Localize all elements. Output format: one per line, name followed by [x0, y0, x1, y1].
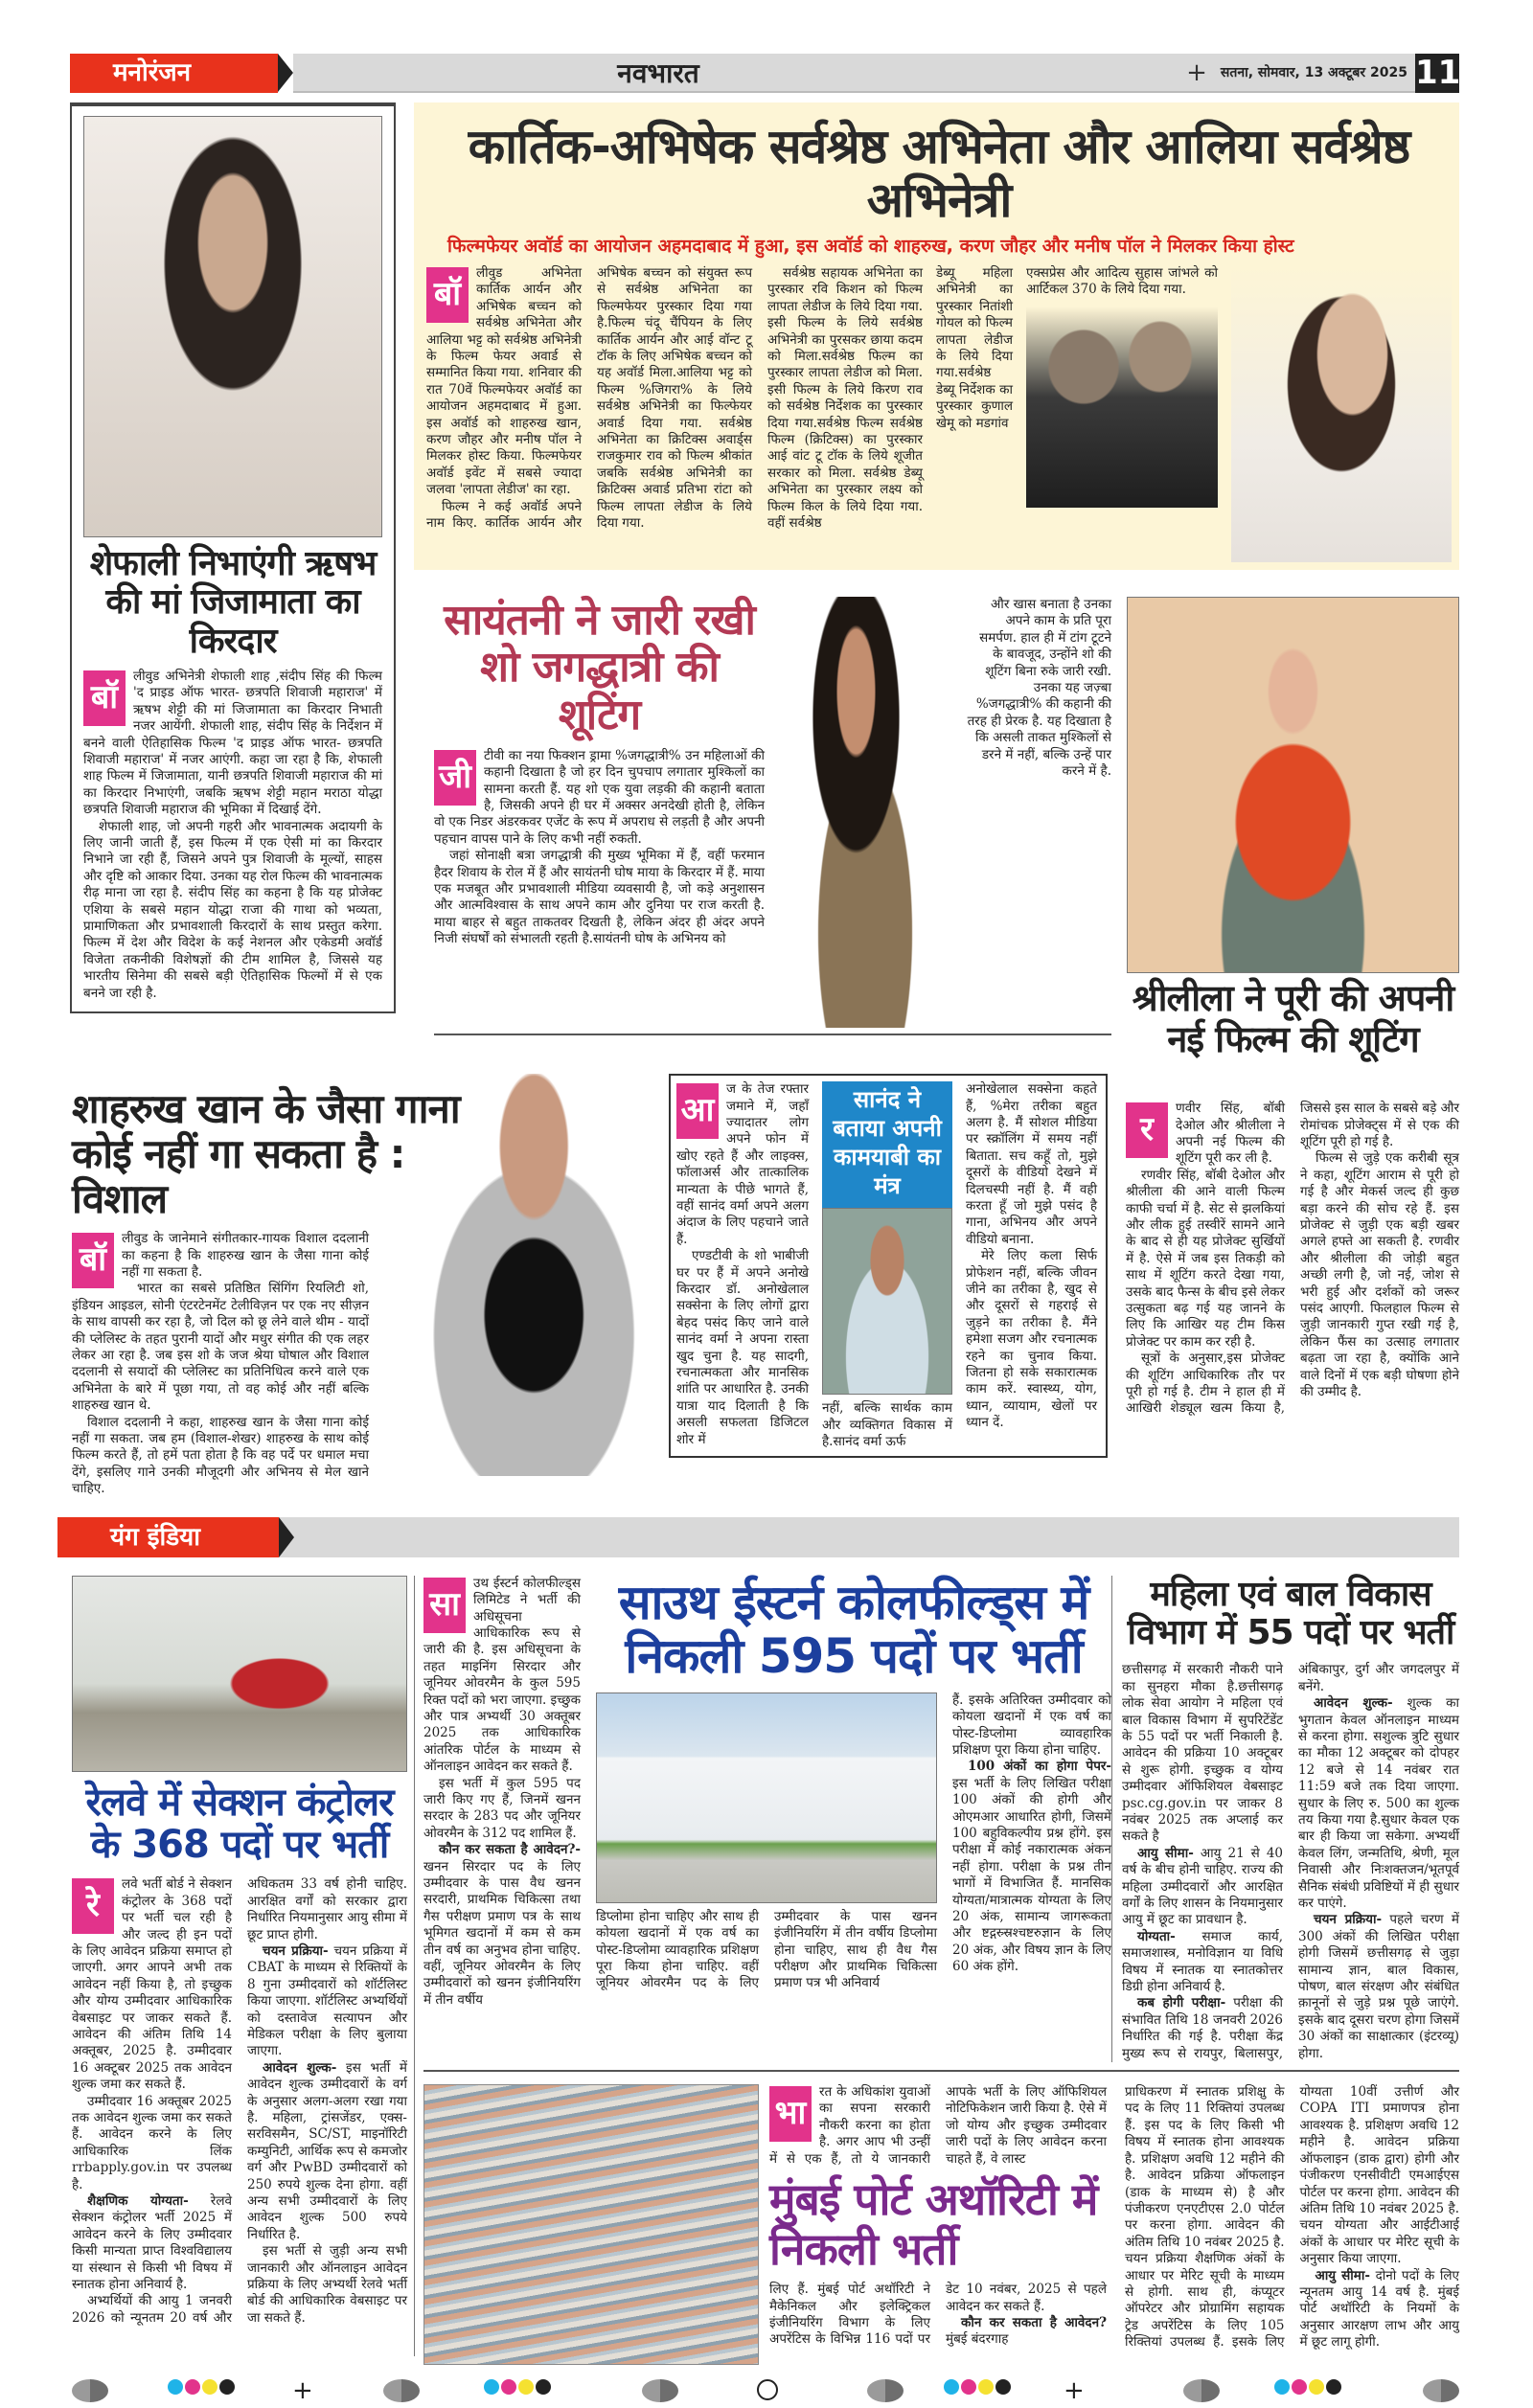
paragraph: एण्डटीवी के शो भाबीजी घर पर हैं में अपने अनोखे किरदार डॉ. अनोखेलाल सक्सेना के लिए लोगों द्वारा बेहद पसंद किए जाने वाले सानंद वर्मा ने अपना रास्ता खुद चुना है. यह सादगी, रचनात्मकता और मानसिक शांति पर आधारित है. उनकी यात्रा याद दिलाती है कि असली सफलता डिजिटल शोर में [676, 1248, 809, 1447]
sanand-middle [822, 1081, 952, 1450]
dropcap: सा [423, 1578, 466, 1633]
section-arrow [279, 1517, 294, 1557]
dropcap: भा [769, 2086, 812, 2142]
paragraph [1122, 1929, 1283, 1996]
awards-col5 [1026, 265, 1218, 299]
vishal-body [72, 1231, 369, 1498]
sanand-col1 [676, 1081, 809, 1448]
header-bar [70, 54, 1459, 93]
top-right-region [414, 102, 1459, 1059]
run-in-label: चयन प्रक्रिया- [1314, 1912, 1383, 1928]
cmyk-dots-icon [1274, 2379, 1341, 2395]
paragraph: लवे भर्ती बोर्ड ने सेक्शन कंट्रोलर के 368 पदों पर भर्ती चल रही है और जल्द ही इन पदों के लिए आवेदन प्रक्रिया समाप्त हो जाएगी. अगर आपने अभी तक आवेदन नहीं किया है, तो इच्छुक और योग्य उम्मीदवार आधिकारिक वेबसाइट पर जाकर सकते हैं. आवेदन की अंतिम तिथि 14 अक्तूबर, 2025 है. उम्मीदवार 16 अक्टूबर 2025 तक आवेदन शुल्क जमा कर सकते हैं. [72, 1876, 232, 2093]
shefali-body [83, 669, 382, 1002]
run-in-label: आयु सीमा- [1315, 2267, 1370, 2283]
registration-half-circle-icon [642, 2379, 678, 2402]
run-in-label: आवेदन शुल्क- [1314, 1695, 1393, 1712]
run-in-label: आयु सीमा- [1137, 1845, 1194, 1861]
awards-col5-area [1026, 265, 1218, 508]
shefali-headline: शेफाली निभाएंगी ऋषभ की मां जिजामाता का किरदार [89, 544, 377, 661]
dropcap: रे [72, 1878, 114, 1934]
print-registration-marks [0, 2376, 1533, 2408]
second-row [72, 1074, 1459, 1498]
cmyk-dots-icon [484, 2379, 551, 2395]
sreeleela-photo [1127, 597, 1459, 973]
divider [423, 2070, 1459, 2072]
paragraph: लीवुड अभिनेत्री शेफाली शाह ,संदीप सिंह की फिल्म 'द प्राइड ऑफ भारत- छत्रपति शिवाजी महाराज' में ऋषभ शेट्टी की मां जिजामाता का किरदार निभाती नजर आयेंगी. शेफाली शाह, संदीप सिंह के निर्देशन में बनने वाली ऐतिहासिक फिल्म 'द प्राइड ऑफ भारत- छत्रपति शिवाजी महाराज' में नजर आएंगी. कहा जा रहा है कि, शेफाली शाह फिल्म में जिजामाता, यानी छत्रपति शिवाजी महाराज की मां का किरदार निभाएंगी, जबकि ऋषभ शेट्टी महान मराठा योद्धा छत्रपति शिवाजी महाराज की भूमिका में दिखाई देंगे. [83, 668, 382, 818]
secl-inner [596, 1692, 1111, 1992]
paragraph-text: समाज कार्य, समाजशास्त्र, मनोविज्ञान या विधि विषय में स्नातक या स्नातकोत्तर डिग्री होना अनिवार्य है. [1122, 1928, 1283, 1995]
vishal-article [72, 1074, 661, 1498]
paragraph-text: दोनो पदों के लिए न्यूनतम आयु 14 वर्ष है. मुंबई पोर्ट अथॉरिटी के नियमों के अनुसार आरक्षण लाभ और आयु में छूट लागू होगी. [1299, 2267, 1459, 2351]
run-in-label: कौन कर सकता है आवेदन? [961, 2314, 1107, 2330]
shefali-article [70, 102, 396, 1013]
paragraph: रणवीर सिंह, बॉबी देओल और श्रीलीला की आने वाली फिल्म काफी चर्चा में है. सेट से झलकियां और लीक हुई तस्वीरें सामने आने के बाद से ही यह प्रोजेक्ट सुर्खियों में है. ऐसे में जब इस तिकड़ी को साथ में शूटिंग करते देखा गया, उसके बाद फैन्स के बीच इसे लेकर उत्सुकता बढ़ गई यह जानने के लिए कि आखिर यह टीम किस प्रोजेक्ट पर काम कर रही है. [1126, 1167, 1285, 1350]
awards-columns [426, 265, 1452, 562]
dropcap: बॉ [72, 1233, 114, 1288]
page-number: 11 [1415, 54, 1461, 92]
paragraph: फिल्म ने कई अवॉर्ड अपने नाम किए. कार्तिक आर्यन और अभिषेक बच्चन को संयुक्त रूप से सर्वश्रेष्ठ अभिनेता का फिल्मफेयर पुरस्कार दिया गया है.फिल्म चंदू चैंपियन के लिए कार्तिक आर्यन और आई वॉन्ट टू टॉक के लिए अभिषेक बच्चन को यह अवॉर्ड मिला.आलिया भट्ट को फिल्म %जिगरा% के लिये सर्वश्रेष्ठ अभिनेत्री का फिल्फेयर अवार्ड दिया गया. सर्वश्रेष्ठ अभिनेता का क्रिटिक्स अवार्ड्स राजकुमार राव को फिल्म श्रीकांत जबकि सर्वश्रेष्ठ अभिनेत्री का क्रिटिक्स अवार्ड प्रतिभा रांटा को फिल्म लापता लेडीज के लिये दिया गया. [426, 265, 752, 532]
run-in-label: कौन कर सकता है आवेदन?- [439, 1842, 581, 1858]
paragraph: मेरे लिए कला सिर्फ प्रोफेशन नहीं, बल्कि जीवन जीने का तरीका है, खुद से और दूसरों से गहराई से जुड़ने का तरीका है. मैंने हमेशा सजग और रचनात्मक रहने का चुनाव किया. जितना हो सके सकारात्मक काम करें. स्वास्थ्य, योग, ध्यान, व्यायाम, खेलों पर ध्यान दें. [966, 1248, 1097, 1431]
registration-half-circle-icon [1183, 2379, 1220, 2402]
paragraph: नहीं, बल्कि सार्थक काम और व्यक्तिगत विकास में है.सानंद वर्मा ऊर्फ [822, 1400, 952, 1449]
abhishek-kartik-photo [1026, 307, 1218, 508]
sreeleela-photo-block [1127, 597, 1459, 1059]
registration-half-circle-icon [383, 2379, 420, 2402]
shefali-photo [83, 116, 382, 537]
awards-headline: कार्तिक-अभिषेक सर्वश्रेष्ठ अभिनेता और आलिया सर्वश्रेष्ठ अभिनेत्री [468, 119, 1410, 228]
sanand-photo [822, 1208, 952, 1395]
run-in-label: आवेदन शुल्क- [263, 2059, 337, 2076]
paragraph-text: शुल्क का भुगतान केवल ऑनलाइन माध्यम से करना होगा. सशुल्क त्रुटि सुधार का मौका 12 अक्टूबर को दोपहर 12 बजे से 14 नवंबर रात 11:59 बजे तक दिया जाएगा. सुधार के लिए रु. 500 का शुल्क तय किया गया है.सुधार केवल एक बार ही किया जा सकेगा. अभ्यर्थी केवल लिंग, जन्मतिथि, श्रेणी, मूल निवासी और निःशक्तजन/भूतपूर्व सैनिक संबंधी प्रविष्टियों में ही सुधार कर पाएंगे. [1298, 1695, 1459, 1911]
paragraph: अभ्यर्थियों की आयु 1 जनवरी 2026 को न्यूनतम 20 वर्ष और अधिकतम 33 वर्ष होनी चाहिए. आरक्षित वर्गों को सरकार द्वारा निर्धारित नियमानुसार आयु सीमा में छूट प्राप्त होगी. [72, 1876, 407, 2326]
registration-half-circle-icon [72, 2379, 108, 2402]
young-india-bar [57, 1517, 1459, 1557]
sayantani-photo [774, 597, 956, 1028]
dropcap: आ [676, 1083, 719, 1139]
section-label: मनोरंजन [70, 54, 278, 93]
paragraph-text: चयन प्रक्रिया में CBAT के माध्यम से रिक्तियों के 8 गुना उम्मीदवारों को शॉर्टलिस्ट किया जाएगा. शॉर्टलिस्ट अभ्यर्थियों को दस्तावेज सत्यापन और मेडिकल परीक्षा के लिए बुलाया जाएगा. [247, 1942, 407, 2059]
paragraph: प्राधिकरण में स्नातक प्रशिक्षु के पद के लिए 11 रिक्तियां उपलब्ध हैं. इस पद के लिए किसी भी विषय में स्नातक होना आवश्यक है. प्रशिक्षण अवधि 12 महीने की है. आवेदन प्रक्रिया ऑफलाइन (डाक के माध्यम से) है और पंजीकरण एनएटीएस 2.0 पोर्टल पर करना होगा. आवेदन की अंतिम तिथि 10 नवंबर 2025 है. चयन प्रक्रिया शैक्षणिक अंकों के आधार पर मेरिट सूची के माध्यम से होगी. साथ ही, कंप्यूटर ऑपरेटर और प्रोग्रामिंग सहायक ट्रेड अपरेंटिस के लिए 105 रिक्तियां उपलब्ध हैं. इसके लिए योग्यता 10वीं उत्तीर्ण और COPA ITI प्रमाणपत्र होना आवश्यक है. प्रशिक्षण अवधि 12 महीने है. आवेदन प्रक्रिया ऑफलाइन (डाक द्वारा) होगी और पंजीकरण एनसीवीटी एमआईएस पोर्टल पर करना होगा. आवेदन की अंतिम तिथि 10 नवंबर 2025 है. चयन योग्यता और आईटीआई अंकों के आधार पर मेरिट सूची के अनुसार किया जाएगा. [1125, 2084, 1459, 2351]
dropcap: बॉ [426, 267, 469, 323]
paragraph-text: आयु 21 से 40 वर्ष के बीच होनी चाहिए. राज्य की महिला उम्मीदवारों और आरक्षित वर्गों के लिए शासन के नियमानुसार आयु में छूट का प्रावधान है. [1122, 1845, 1283, 1928]
run-in-label: योग्यता- [1137, 1928, 1176, 1944]
paragraph [952, 1759, 1111, 1975]
mahila-headline: महिला एवं बाल विकास विभाग में 55 पदों पर भर्ती [1127, 1574, 1454, 1652]
sayantani-left [434, 597, 765, 948]
mumbai-headline: मुंबई पोर्ट अथॉरिटी में निकली भर्ती [769, 2173, 1098, 2275]
mahila-article [1111, 1576, 1459, 2062]
section-arrow [278, 54, 293, 92]
paragraph: लीवुड के जानेमाने संगीतकार-गायक विशाल ददलानी का कहना है कि शाहरुख खान के जैसा गाना कोई नहीं गा सकता है. [122, 1231, 369, 1280]
mumbai-right [1125, 2084, 1459, 2351]
paragraph [72, 2193, 232, 2293]
paragraph: लीवुड अभिनेता कार्तिक आर्यन और अभिषेक बच्चन को सर्वश्रेष्ठ अभिनेता और आलिया भट्ट को सर्वश्रेष्ठ अभिनेत्री के फिल्म फेयर अवार्ड से सम्मानित किया गया. शनिवार की रात 70वें फिल्मफेयर अवॉर्ड का आयोजन अहमदाबाद में हुआ. इस अवॉर्ड को शाहरुख खान, करण जौहर और मनीष पॉल ने मिलकर होस्ट किया. फिल्मफेयर अवॉर्ड इवेंट में सबसे ज्यादा जलवा 'लापता लेडीज' का रहा. [426, 265, 582, 498]
young-india-label: यंग इंडिया [57, 1517, 279, 1557]
sreeleela-headline: श्रीलीला ने पूरी की अपनी नई फिल्म की शूटिंग [1132, 977, 1454, 1060]
paragraph: इस भर्ती में कुल 595 पद जारी किए गए हैं, जिनमें खनन सरदार के 283 पद और जूनियर ओवरमैन के 312 पद शामिल हैं. [423, 1775, 581, 1841]
paragraph: फिल्म से जुड़े एक करीबी सूत्र ने कहा, शूटिंग आराम से पूरी हो गई है और मेकर्स जल्द ही कुछ बड़ा करने की सोच रहे हैं. इस प्रोजेक्ट से जुड़ी एक बड़ी खबर अगले हफ्ते आ सकती है. रणवीर और श्रीलीला की जोड़ी बहुत अच्छी लगी है, जो नई, जोश से भरी हुई और दर्शकों को जरूर पसंद आएगी. फिलहाल फिल्म से जुड़ी जानकारी गुप्त रखी गई है, लेकिन फैंस का उत्साह लगातार बढ़ता जा रहा है, क्योंकि आने वाले दिनों में एक बड़ी घोषणा होने की उम्मीद है. [1300, 1150, 1459, 1399]
sanand-headline: सानंद ने बताया अपनी कामयाबी का मंत्र [822, 1081, 952, 1208]
jobs-right-region [423, 1576, 1459, 2365]
railway-train-photo [72, 1576, 407, 1772]
secl-headline: साउथ ईस्टर्न कोलफील्ड्स में निकली 595 पदों पर भर्ती [618, 1574, 1089, 1684]
sreeleela-body [1126, 1101, 1459, 1418]
dropcap: बॉ [83, 670, 126, 726]
awards-body [426, 265, 923, 533]
secl-article [596, 1576, 1111, 1992]
alia-photo [1231, 265, 1452, 562]
paragraph: उम्मीदवार 16 अक्तूबर 2025 तक आवेदन शुल्क जमा कर सकते हैं. आवेदन करने के लिए आधिकारिक लिंक rrbapply.gov.in पर उपलब्ध है. [72, 2093, 232, 2192]
mumbai-intro [769, 2084, 1107, 2168]
registration-plus-icon: + [292, 2376, 313, 2406]
sanand-col2 [822, 1400, 952, 1450]
header-grey-band [293, 54, 1415, 93]
mumbai-row [423, 2084, 1459, 2365]
paragraph: उथ ईस्टर्न कोलफील्ड्स लिमिटेड ने भर्ती की अधिसूचना आधिकारिक रूप से जारी की है. इस अधिसूचना के तहत माइनिंग सिरदार और जूनियर ओवरमैन के कुल 595 रिक्त पदों को भरा जाएगा. इच्छुक और पात्र अभ्यर्थी 30 अक्तूबर 2025 तक आधिकारिक आंतरिक पोर्टल के माध्यम से ऑनलाइन आवेदन कर सकते हैं. [423, 1575, 581, 1775]
jobs-row [72, 1576, 1459, 2365]
paragraph [247, 1943, 407, 2060]
registration-half-circle-icon [1423, 2379, 1459, 2402]
railway-article [72, 1576, 415, 2356]
middle-subrow [414, 597, 1459, 1059]
paragraph: डेब्यू महिला अभिनेत्री का पुरस्कार नितांशी गोयल को फिल्म लापता लेडीज के लिये दिया गया.सर्वश्रेष्ठ डेब्यू निर्देशक का पुरस्कार कुणाल खेमू को मडगांव [936, 265, 1013, 431]
mumbai-main [769, 2084, 1107, 2349]
paragraph [1300, 2268, 1460, 2351]
railway-body [72, 1876, 407, 2327]
run-in-label: शैक्षणिक योग्यता- [87, 2193, 189, 2209]
paragraph: सर्वश्रेष्ठ सहायक अभिनेता का पुरस्कार रवि किशन को फिल्म लापता लेडीज के लिये दिया गया. इसी फिल्म के लिये सर्वश्रेष्ठ अभिनेत्री का पुरसकर छाया कदम को मिला.सर्वश्रेष्ठ फिल्म का पुरस्कार लापता लेडीज को मिला. इसी फिल्म के लिये किरण राव को सर्वश्रेष्ठ निर्देशक का पुरस्कार दिया गया.सर्वश्रेष्ठ फिल्म सर्वश्रेष्ठ फिल्म (क्रिटिक्स) का पुरस्कार आई वांट टू टॉक के लिये शूजीत सरकार को मिला. सर्वश्रेष्ठ डेब्यू अभिनेता का पुरस्कार लक्ष्य को फिल्म किल के लिये दिया गया. वहीं सर्वश्रेष्ठ [767, 265, 923, 532]
sayantani-body [434, 748, 765, 948]
sanand-article [669, 1074, 1108, 1458]
paragraph-text: परीक्षा की संभावित तिथि 18 जनवरी 2026 निर्धारित की गई है. परीक्षा केंद्र मुख्य रूप से रायपुर, बिलासपुर, अंबिकापुर, दुर्ग और जगदलपुर में बनेंगे. [1122, 1662, 1459, 2061]
paragraph-text: पहले चरण में 300 अंकों की लिखित परीक्षा होगी जिसमें छत्तीसगढ़ से जुड़ा सामान्य ज्ञान, बाल विकास, पोषण, बाल संरक्षण और संबंधित क़ानूनों से जुड़े प्रश्न पूछे जाएंगे. इसके बाद दूसरा चरण होगा जिसमें 30 अंकों का साक्षात्कार (इंटरव्यू) होगा. [1298, 1912, 1459, 2061]
paragraph: छत्तीसगढ़ में सरकारी नौकरी पाने का सुनहरा मौका है.छत्तीसगढ़ लोक सेवा आयोग ने महिला एवं बाल विकास विभाग में सुपरिटेंडेंट के 55 पदों पर भर्ती निकाली है. आवेदन की प्रक्रिया 10 अक्टूबर से शुरू होगी. इच्छुक व योग्य उम्मीदवार ऑफिशियल वेबसाइट psc.cg.gov.in पर जाकर 8 नवंबर 2025 तक अप्लाई कर सकते है [1122, 1662, 1283, 1845]
paragraph-text: मुंबई बंदरगाह [946, 2331, 1009, 2348]
paragraph-text: इस भर्ती में आवेदन शुल्क उम्मीदवारों के वर्ग के अनुसार अलग-अलग रखा गया है. महिला, ट्रांसजेंडर, एक्स-सरविसमैन, SC/ST, माइनॉरिटी कम्युनिटी, आर्थिक रूप से कमजोर वर्ग और PwBD उम्मीदवारों को 250 रुपये शुल्क देना होगा. वहीं अन्य सभी उम्मीदवारों के लिए आवेदन शुल्क 500 रुपये निर्धारित है. [247, 2059, 408, 2242]
paragraph: टीवी का नया फिक्शन ड्रामा %जगद्धात्री% उन महिलाओं की कहानी दिखाता है जो हर दिन चुपचाप लगातार मुश्किलों का सामना करती हैं. यह शो एक युवा लड़की की कहानी बताता है, जिसकी अपने ही घर में अक्सर अनदेखी होती है, लेकिन वो एक निडर अंडरकवर एजेंट के रूप में अपराध से लड़ती है और अपनी पहचान वापस पाने के लिए कभी नहीं रुकती. [434, 747, 765, 847]
mumbai-port-photo [423, 2084, 759, 2365]
top-row [70, 102, 1459, 1059]
dropcap: जी [434, 750, 476, 806]
paragraph: हैं. इसके अतिरिक्त उम्मीदवार को कोयला खदानों में एक वर्ष का पोस्ट-डिप्लोमा व्यावहारिक प्रशिक्षण पूरा किया होना चाहिए. [952, 1692, 1111, 1758]
paragraph [247, 2060, 407, 2243]
paragraph: विशाल ददलानी ने कहा, शाहरुख खान के जैसा गाना कोई नहीं गा सकता. जब हम (विशाल-शेखर) शाहरुख के साथ कोई फिल्म करते हैं, तो हमें पता होता है कि वह पर्दे पर धमाल मचा देंगे, इसलिए गाने उनकी मौजूदगी और अभिनय से मेल खाने चाहिए. [72, 1414, 369, 1497]
awards-subhead: फिल्मफेयर अवॉर्ड का आयोजन अहमदाबाद में हुआ, इस अवॉर्ड को शाहरुख, करण जौहर और मनीष पॉल ने मिलकर किया होस्ट [447, 236, 1294, 257]
vishal-headline: शाहरुख खान के जैसा गाना कोई नहीं गा सकता है : विशाल [72, 1085, 460, 1223]
railway-headline: रेलवे में सेक्शन कंट्रोलर के 368 पदों पर भर्ती [85, 1780, 394, 1868]
awards-article [414, 102, 1459, 570]
paragraph: रत के अधिकांश युवाओं का सपना सरकारी नौकरी करना का होता है. अगर आप भी उन्हीं में से एक हैं, तो ये जानकारी आपके भर्ती के लिए ऑफिशियल नोटिफिकेशन जारी किया है. ऐसे में जो योग्य और इच्छुक उम्मीदवार जारी पदों के लिए आवेदन करना चाहते हैं, वे लास्ट [769, 2084, 1107, 2167]
paragraph: एक्सप्रेस और आदित्य सुहास जांभले को आर्टिकल 370 के लिये दिया गया. [1026, 265, 1218, 298]
paragraph-text: इस भर्ती के लिए लिखित परीक्षा 100 अंकों की होगी और ओएमआर आधारित होगी, जिसमें 100 बहुविकल्पीय प्रश्न होंगे. इस परीक्षा में कोई नकारात्मक अंकन नहीं होगा. परीक्षा के प्रश्न तीन भागों में विभाजित हैं. मानसिक योग्यता/मात्रात्मक योग्यता के लिए 20 अंक, सामान्य जागरूकता और ष्टद्गस्र्स्रश्चष्टरुज्ञान के लिए 20 अंक, और विषय ज्ञान के लिए 60 अंक होंगे. [952, 1775, 1111, 1975]
paragraph: ज के तेज रफ्तार जमाने में, जहाँ ज्यादातर लोग अपने फोन में खोए रहते हैं और लाइक्स, फॉलाअर्स और तात्कालिक मान्यता के पीछे भागते हैं, वहीं सानंद वर्मा अपने अलग अंदाज के लिए पहचाने जाते हैं. [676, 1081, 809, 1247]
dropcap: र [1126, 1102, 1168, 1158]
paragraph [1298, 1912, 1459, 2062]
run-in-label: चयन प्रक्रिया- [263, 1942, 329, 1959]
registration-plus-icon: + [1186, 57, 1207, 87]
secl-right-col [952, 1692, 1111, 1976]
paragraph: सूत्रों के अनुसार,इस प्रोजेक्ट की शूटिंग आधिकारिक तौर पर पूरी हो गई है. टीम ने हाल ही में आखिरी शेड्यूल खत्म किया है, जिससे इस साल के सबसे बड़े और रोमांचक प्रोजेक्ट्स में से एक की शूटिंग पूरी हो गई है. [1126, 1101, 1459, 1417]
paragraph [1122, 1846, 1283, 1929]
paragraph: णवीर सिंह, बॉबी देओल और श्रीलीला ने अपनी नई फिल्म की शूटिंग पूरी कर ली है. [1176, 1101, 1285, 1167]
paragraph-text: रेलवे सेक्शन कंट्रोलर भर्ती 2025 में आवेदन करने के लिए उम्मीदवार किसी मान्यता प्राप्त विश्वविद्यालय या संस्थान से किसी भी विषय में स्नातक होना अनिवार्य है. [72, 2193, 232, 2293]
masthead: नवभारत [617, 57, 699, 89]
sanand-col3 [966, 1081, 1097, 1432]
secl-col1 [423, 1576, 581, 2010]
sayantani-right-col [966, 597, 1111, 780]
paragraph [423, 1842, 581, 2009]
paragraph [1298, 1695, 1459, 1912]
paragraph: और खास बनाता है उनका अपने काम के प्रति पूरा समर्पण. हाल ही में टांग टूटने के बावजूद, उन्होंने शो की शूटिंग बिना रुके जारी रखी. उनका यह जज़्बा %जगद्धात्री% की कहानी की तरह ही प्रेरक है. यह दिखाता है कि असली ताकत मुश्किलों से डरने में नहीं, बल्कि उन्हें पार करने में है. [967, 597, 1111, 780]
paragraph: अनोखेलाल सक्सेना कहते हैं, %मेरा तरीका बहुत अलग है. मैं सोशल मीडिया पर स्क्रॉलिंग में समय नहीं बिताता. सच कहूँ तो, मुझे दूसरों के वीडियो देखने में दिलचस्पी नहीं है. मैं वही करता हूँ जो मुझे पसंद है गाना, अभिनय और अपने वीडियो बनाना. [966, 1081, 1097, 1247]
paragraph: लिए हैं. मुंबई पोर्ट अथॉरिटी ने मैकेनिकल और इलेक्ट्रिकल इंजीनियरिंग विभाग के लिए अपरेंटिस के विभिन्न 116 पदों पर डेट 10 नवंबर, 2025 से पहले आवेदन कर सकते हैं. [769, 2282, 1107, 2348]
registration-crosshair-icon [757, 2379, 778, 2400]
paragraph: शेफाली शाह, जो अपनी गहरी और भावनात्मक अदायगी के लिए जानी जाती हैं, इस फिल्म में एक ऐसी मां का किरदार निभाने जा रही हैं, जिसने अपने पुत्र शिवाजी के मूल्यों, साहस और दृष्टि को आकार दिया. उनका यह रोल फिल्म की भावनात्मक रीढ़ माना जा रहा है. संदीप सिंह का कहना है कि यह प्रोजेक्ट एशिया के सबसे महान योद्धा राजा की गाथा को भव्यता, प्रामाणिकता और प्रभावशाली किरदारों के साथ प्रस्तुत करेगा. फिल्म में देश और विदेश के कई नेशनल और एकेडमी अवॉर्ड विजेता तकनीकी विशेषज्ञों की टीम शामिल है, जिससे यह भारतीय सिनेमा की सबसे बड़ी ऐतिहासिक फिल्मों में से एक बनने जा रही है. [83, 818, 382, 1001]
paragraph: डिप्लोमा होना चाहिए और साथ ही कोयला खदानों में एक वर्ष का पोस्ट-डिप्लोमा व्यावहारिक प्रशिक्षण पूरा किया होना चाहिए. वहीं जूनियर ओवरमैन पद के लिए उम्मीदवार के पास खनन इंजीनियरिंग में तीन वर्षीय डिप्लोमा होना चाहिए, साथ ही वैध गैस परीक्षण और प्राथमिक चिकित्सा प्रमाण पत्र भी अनिवार्य [596, 1908, 937, 1991]
cmyk-dots-icon [168, 2379, 235, 2395]
registration-plus-icon: + [1064, 2376, 1085, 2406]
secl-building-photo [596, 1692, 937, 1903]
cmyk-dots-icon [944, 2379, 1011, 2395]
run-in-label: कब होगी परीक्षा- [1137, 1995, 1226, 2011]
sayantani-article [434, 597, 1111, 1035]
dateline: सतना, सोमवार, 13 अक्टूबर 2025 [1220, 65, 1407, 80]
registration-half-circle-icon [867, 2379, 904, 2402]
mumbai-lower [769, 2282, 1107, 2349]
jobs-upper [423, 1576, 1459, 2062]
mahila-body [1122, 1662, 1459, 2062]
secl-photo-area [596, 1692, 937, 1992]
paragraph: भारत का सबसे प्रतिष्ठित सिंगिंग रियलिटी शो, इंडियन आइडल, सोनी एंटरटेनमेंट टेलीविज़न पर एक नए सीज़न के साथ वापसी कर रहा है, जो दिल को छू लेने वाले थीम - यादों की प्लेलिस्ट के तहत पुरानी यादों और मधुर संगीत की एक लहर लेकर आ रहा है. जब इस शो के जज श्रेया घोषाल और विशाल ददलानी से सयादों की प्लेलिस्ट का प्रतिनिधित्व करने वाले एक अभिनेता के बारे में पूछा गया, तो वह कोई और नहीं बल्कि शाहरुख खान थे. [72, 1281, 369, 1414]
secl-under-photo [596, 1909, 937, 1992]
paragraph-text: खनन सिरदार पद के लिए उम्मीदवार के पास वैध खनन सरदारी, प्राथमिक चिकित्सा तथा गैस परीक्षण प्रमाण पत्र के साथ भूमिगत खदानों में कम से कम तीन वर्ष का अनुभव होना चाहिए. वहीं, जूनियर ओवरमैन के लिए उम्मीदवारों को खनन इंजीनियरिंग में तीन वर्षीय [423, 1858, 581, 2008]
paragraph: जहां सोनाक्षी बत्रा जगद्धात्री की मुख्य भूमिका में हैं, वहीं फरमान हैदर शिवाय के रोल में हैं और सायंतनी घोष माया के किरदार में हैं. माया एक मजबूत और प्रभावशाली मीडिया व्यवसायी है, जो कड़े अनुशासन और आत्मविश्वास के साथ अपने काम और दुनिया पर राज करती है. माया बाहर से बहुत ताकतवर दिखती है, लेकिन अंदर ही अंदर अपने निजी संघर्षों को संभालती रहती है.सायंतनी घोष के अभिनय को [434, 848, 765, 947]
paragraph: इस भर्ती से जुड़ी अन्य सभी जानकारी और ऑनलाइन आवेदन प्रक्रिया के लिए अभ्यर्थी रेलवे भर्ती बोर्ड की आधिकारिक वेबसाइट पर जा सकते हैं. [247, 2243, 407, 2326]
sayantani-headline: सायंतनी ने जारी रखी शो जगद्धात्री की शूटिंग [444, 596, 755, 739]
awards-col4 [936, 265, 1013, 432]
run-in-label: 100 अंकों का होगा पेपर- [968, 1759, 1111, 1775]
